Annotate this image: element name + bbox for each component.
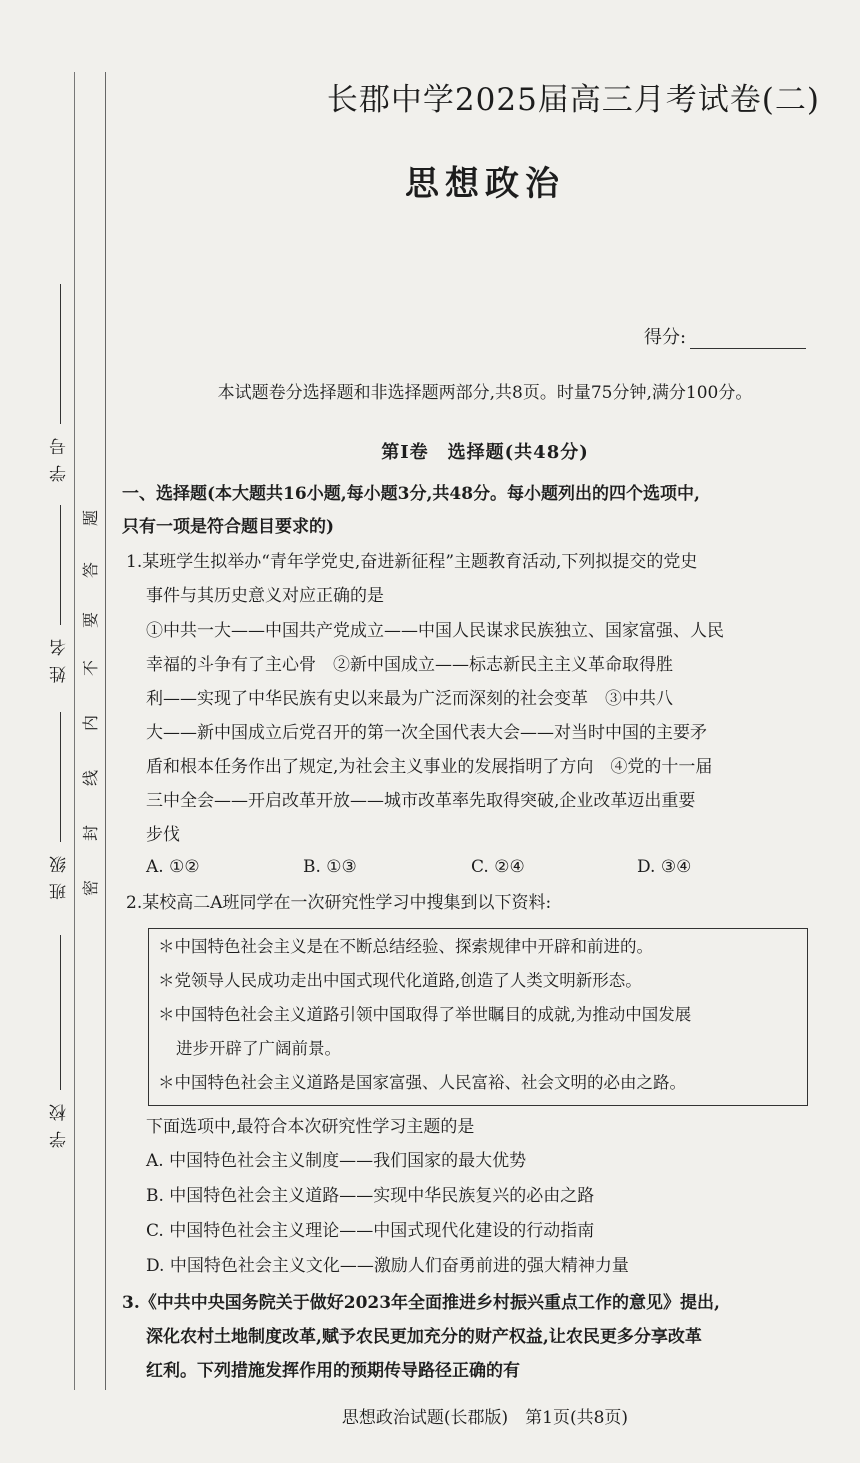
part-title: 第Ⅰ卷 选择题(共48分) [381, 442, 589, 463]
q1-statement-line: 三中全会——开启改革开放——城市改革率先取得突破,企业改革迈出重要 [146, 791, 696, 811]
field-student-id[interactable] [30, 284, 90, 482]
seal-char: 封 [81, 825, 100, 842]
field-name[interactable] [30, 505, 90, 683]
q2-material-line: ＊中国特色社会主义是在不断总结经验、探索规律中开辟和前进的。 [158, 937, 653, 956]
seal-char: 线 [81, 770, 100, 787]
seal-char: 答 [81, 562, 100, 579]
q3-stem-line: 红利。下列措施发挥作用的预期传导路径正确的有 [146, 1361, 520, 1381]
subject-title: 思想政治 [405, 164, 565, 204]
q2-option-c[interactable]: C. 中国特色社会主义理论——中国式现代化建设的行动指南 [146, 1221, 595, 1241]
q2-option-d[interactable]: D. 中国特色社会主义文化——激励人们奋勇前进的强大精神力量 [146, 1256, 629, 1276]
q2-material-line: ＊党领导人民成功走出中国式现代化道路,创造了人类文明新形态。 [158, 971, 642, 990]
field-name-blank[interactable] [60, 505, 61, 625]
q1-choice-a[interactable]: A. ①② [146, 857, 200, 877]
seal-char: 题 [81, 510, 100, 527]
page-footer: 思想政治试题(长郡版) 第1页(共8页) [341, 1408, 629, 1428]
q2-option-b[interactable]: B. 中国特色社会主义道路——实现中华民族复兴的必由之路 [146, 1186, 595, 1206]
q3-stem-line: 3.《中共中央国务院关于做好2023年全面推进乡村振兴重点工作的意见》提出, [122, 1293, 720, 1313]
field-class[interactable] [30, 712, 90, 900]
binding-line-inner [105, 72, 106, 1390]
exam-instructions: 本试题卷分选择题和非选择题两部分,共8页。时量75分钟,满分100分。 [217, 383, 753, 403]
seal-char: 密 [81, 880, 100, 897]
field-school[interactable] [30, 935, 90, 1148]
q1-stem-line: 事件与其历史意义对应正确的是 [146, 586, 384, 606]
seal-char: 不 [81, 660, 100, 677]
q1-statement-line: 步伐 [146, 825, 180, 845]
q1-statement-line: 盾和根本任务作出了规定,为社会主义事业的发展指明了方向 ④党的十一届 [146, 757, 713, 777]
section-heading-line-1: 一、选择题(本大题共16小题,每小题3分,共48分。每小题列出的四个选项中, [122, 484, 700, 504]
q2-material-line: ＊中国特色社会主义道路引领中国取得了举世瞩目的成就,为推动中国发展 [158, 1005, 692, 1024]
field-school-blank[interactable] [60, 935, 61, 1090]
score-label: 得分: [644, 327, 687, 348]
q1-choice-c[interactable]: C. ②④ [471, 857, 525, 877]
q2-option-a[interactable]: A. 中国特色社会主义制度——我们国家的最大优势 [146, 1151, 527, 1171]
q2-material-line: ＊中国特色社会主义道路是国家富强、人民富裕、社会文明的必由之路。 [158, 1073, 686, 1092]
q2-material-line: 进步开辟了广阔前景。 [176, 1039, 341, 1058]
field-class-blank[interactable] [60, 712, 61, 842]
score-blank[interactable] [690, 332, 806, 349]
q1-choice-b[interactable]: B. ①③ [303, 857, 357, 877]
field-student-id-blank[interactable] [60, 284, 61, 424]
seal-char: 内 [81, 715, 100, 732]
q1-statement-line: 大——新中国成立后党召开的第一次全国代表大会——对当时中国的主要矛 [146, 723, 707, 743]
score-field[interactable] [644, 323, 806, 349]
q2-stem: 2.某校高二A班同学在一次研究性学习中搜集到以下资料: [126, 893, 552, 913]
q1-choice-d[interactable]: D. ③④ [637, 857, 692, 877]
q2-question: 下面选项中,最符合本次研究性学习主题的是 [146, 1117, 475, 1137]
field-class-label: 班级 [49, 846, 70, 900]
section-heading-line-2: 只有一项是符合题目要求的) [122, 517, 335, 537]
q1-stem-line: 1.某班学生拟举办“青年学党史,奋进新征程”主题教育活动,下列拟提交的党史 [126, 552, 698, 572]
exam-title: 长郡中学2025届高三月考试卷(二) [326, 82, 820, 118]
field-student-id-label: 学号 [49, 428, 70, 482]
seal-char: 要 [81, 612, 100, 629]
q3-stem-line: 深化农村土地制度改革,赋予农民更加充分的财产权益,让农民更多分享改革 [146, 1327, 702, 1347]
field-school-label: 学校 [49, 1094, 70, 1148]
field-name-label: 姓名 [49, 629, 70, 683]
q1-statement-line: 幸福的斗争有了主心骨 ②新中国成立——标志新民主主义革命取得胜 [146, 655, 673, 675]
q1-statement-line: ①中共一大——中国共产党成立——中国人民谋求民族独立、国家富强、人民 [146, 621, 724, 641]
q1-statement-line: 利——实现了中华民族有史以来最为广泛而深刻的社会变革 ③中共八 [146, 689, 673, 709]
